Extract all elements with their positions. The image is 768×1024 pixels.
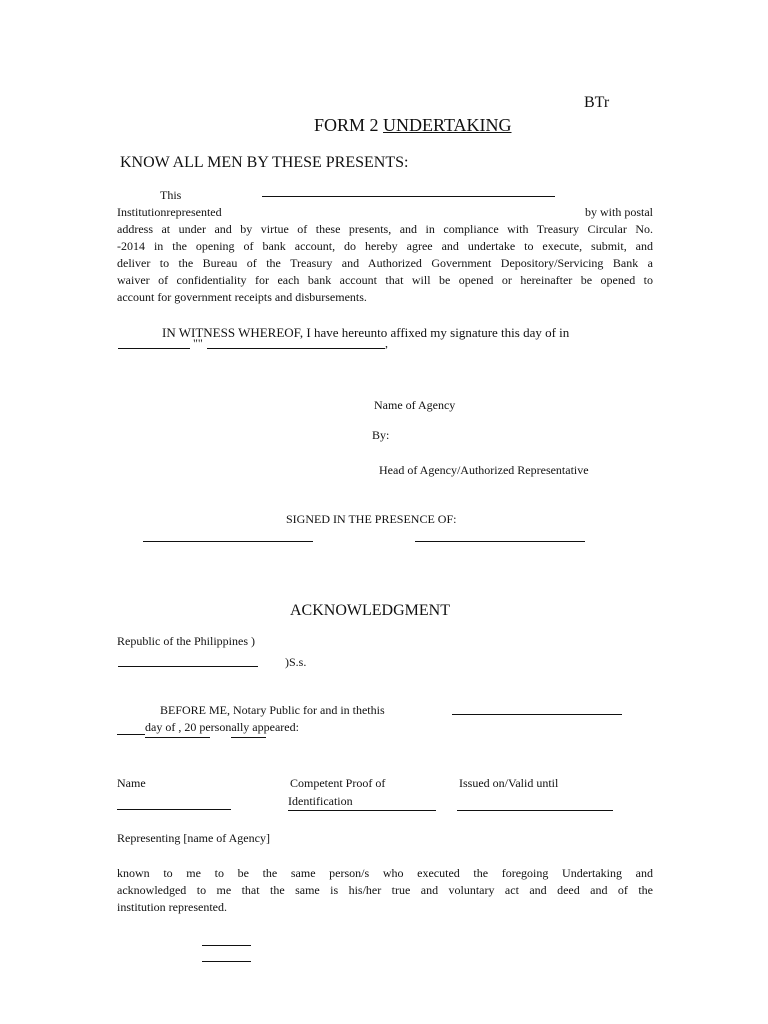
institution-blank-line — [262, 196, 555, 197]
month-underline — [145, 737, 210, 738]
witness-signature-line-2 — [415, 541, 585, 542]
line1-right: by with postal — [585, 205, 653, 219]
column-proof: Competent Proof of — [290, 776, 386, 790]
witness-comma: , — [385, 336, 388, 350]
place-blank-line — [452, 714, 622, 715]
line4: deliver to the Bureau of the Treasury and Authorized Government Depository/Servicing Bank a — [117, 256, 653, 270]
day-of-text: day of , 20 personally appeared: — [145, 720, 299, 734]
closing-line-1: known to me to be the same person/s who executed the foregoing Undertaking and — [117, 866, 653, 880]
line1-left: Institutionrepresented — [117, 205, 222, 219]
line5: waiver of confidentiality for each bank account that will be opened or hereinafter be opened to — [117, 273, 653, 287]
line3: -2014 in the opening of bank account, do hereby agree and undertake to execute, submit, and — [117, 239, 653, 253]
column-proof-2: Identification — [288, 794, 353, 808]
form-title-underlined: UNDERTAKING — [383, 115, 512, 135]
witness-text: IN WITNESS WHEREOF, I have hereunto affixed my signature this day of in — [162, 325, 570, 340]
representing-label: Representing [name of Agency] — [117, 831, 270, 845]
witness-line-2 — [207, 348, 385, 349]
notary-blank-line-2 — [202, 961, 251, 962]
undertaking-heading: KNOW ALL MEN BY THESE PRESENTS: — [120, 154, 409, 171]
before-me-text: BEFORE ME, Notary Public for and in thethis — [160, 703, 385, 717]
notary-blank-line-1 — [202, 945, 251, 946]
form-title — [314, 115, 512, 136]
closing-line-3: institution represented. — [117, 900, 227, 914]
signed-presence-label: SIGNED IN THE PRESENCE OF: — [286, 512, 457, 526]
closing-paragraph — [117, 865, 653, 916]
form-code: BTr — [584, 94, 610, 111]
personally-underline — [231, 737, 266, 738]
line2: address at under and by virtue of these presents, and in compliance with Treasury Circular No. — [117, 222, 653, 236]
witness-marks: "" — [193, 336, 203, 350]
form-label: FORM 2 — [314, 115, 379, 135]
issued-blank-line — [457, 810, 613, 811]
closing-line-2: acknowledged to me that the same is his/her true and voluntary act and deed and of the — [117, 883, 653, 897]
republic-label: Republic of the Philippines ) — [117, 634, 255, 648]
head-of-agency-label: Head of Agency/Authorized Representative — [379, 463, 589, 477]
name-blank-line — [117, 809, 231, 810]
day-blank-line — [117, 734, 145, 735]
witness-signature-line-1 — [143, 541, 313, 542]
undertaking-paragraph — [117, 204, 653, 306]
by-label: By: — [372, 428, 390, 442]
column-issued: Issued on/Valid until — [459, 776, 559, 790]
city-blank-line — [118, 666, 258, 667]
line6: account for government receipts and disbursements. — [117, 290, 367, 304]
ss-label: )S.s. — [285, 655, 307, 669]
witness-line-1 — [118, 348, 190, 349]
agency-name-label: Name of Agency — [374, 398, 456, 412]
this-label: This — [160, 188, 182, 202]
acknowledgment-heading: ACKNOWLEDGMENT — [290, 602, 450, 619]
column-name: Name — [117, 776, 146, 790]
proof-blank-line — [288, 810, 436, 811]
